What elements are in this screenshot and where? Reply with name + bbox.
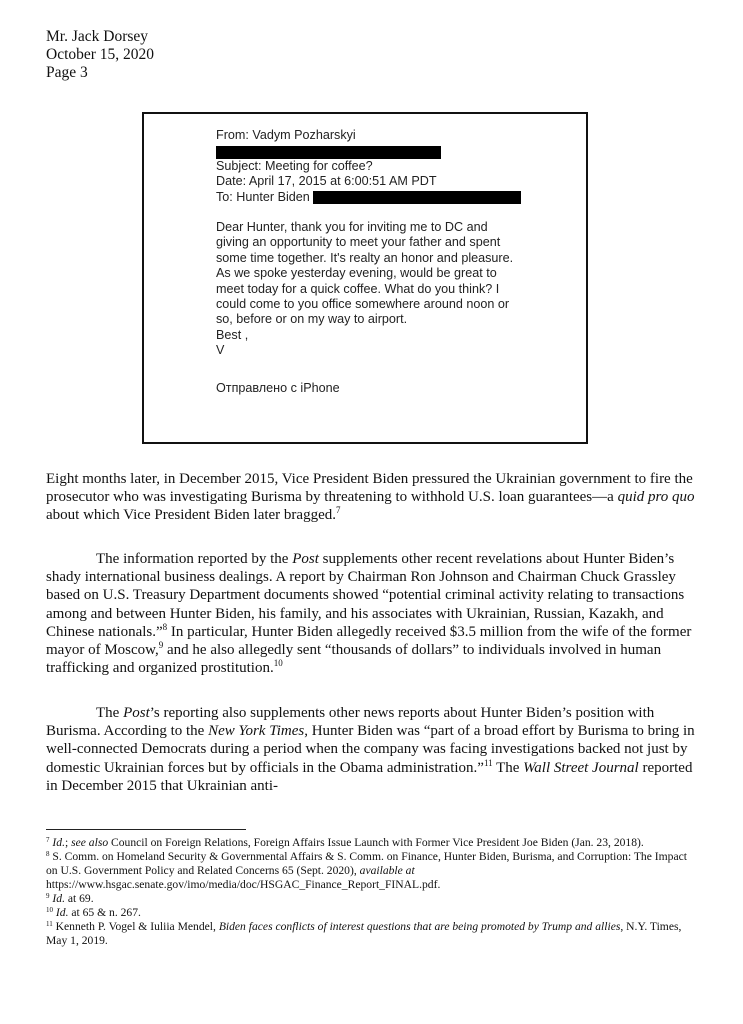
- footnote-10: $^{10}$ Id. at 65 & n. 267.: [46, 906, 141, 919]
- recipient: Mr. Jack Dorsey: [46, 28, 149, 45]
- letter-header: [46, 28, 154, 82]
- email-subject: Subject: Meeting for coffee?: [216, 158, 373, 173]
- footnote-ref: 11: [483, 757, 493, 768]
- email-closing: Best ,: [216, 327, 249, 342]
- page-number: Page 3: [46, 64, 88, 81]
- email-date: Date: April 17, 2015 at 6:00:51 AM PDT: [216, 174, 437, 189]
- email-screenshot: [142, 112, 588, 444]
- letter-date: October 15, 2020: [46, 46, 155, 63]
- paragraph-1: Eight months later, in December 2015, Vice President Biden pressured the Ukrainian government to fire the prosecutor who was investigating Burisma by threatening to withhold U.S. loan guarantees—a quid pro quo about which Vice President Biden later bragged.$^7$: [46, 471, 695, 524]
- email-body-line: so, before or on my way to airport.: [216, 312, 408, 327]
- email-body-line: meet today for a quick coffee. What do you think? I: [216, 281, 500, 296]
- paragraph-3: The Post’s reporting also supplements other news reports about Hunter Biden’s position with Burisma. According to the New York Times, Hunter Biden was “part of a broad effort by Burisma to bring in well-connected Democrats during a period when the company was facing investigations backed not just by domestic Ukrainian forces but by officials in the Obama administration.”$^{11}$ The Wall Street Journal reported in December 2015 that Ukrainian anti-: [46, 705, 695, 794]
- email-initial: V: [216, 343, 225, 358]
- email-to: To: Hunter Biden: [216, 190, 536, 205]
- email-body-line: some time together. It's realty an honor and pleasure.: [216, 250, 514, 265]
- email-signature: Отправлено с iPhone: [216, 380, 340, 395]
- redaction-bar: [216, 146, 441, 159]
- email-body-line: could come to you office somewhere around noon or: [216, 297, 510, 312]
- footnote-8: $^8$ S. Comm. on Homeland Security & Governmental Affairs & S. Comm. on Finance, Hunter Biden, Burisma, and Corruption: The Impact on U.S. Government Policy and Related Concerns 65 (Sept. 2020), available at https://www.hsgac.senate.gov/imo/media/doc/HSGAC_Finance_Report_FINAL.pdf.: [46, 850, 687, 891]
- footnote-ref: 7: [336, 505, 341, 516]
- email-body-line: As we spoke yesterday evening, would be great to: [216, 266, 497, 281]
- paragraph-2: The information reported by the Post supplements other recent revelations about Hunter Biden’s shady international business dealings. A report by Chairman Ron Johnson and Chairman Chuck Grassley based on U.S. Treasury Department documents showed “potential criminal activity relating to transactions among and between Hunter Biden, his family, and his associates with Ukrainian, Russian, Kazakh, and Chinese nationals.”$^8$ In particular, Hunter Biden allegedly received $3.5 million from the wife of the former mayor of Moscow,$^9$ and he also allegedly sent “thousands of dollars” to individuals involved in human trafficking and organized prostitution.$^{10}$: [46, 551, 692, 677]
- footnote-9: $^9$ Id. at 69.: [46, 892, 94, 905]
- footnote-11: $^{11}$ Kenneth P. Vogel & Iuliia Mendel, Biden faces conflicts of interest questions that are being promoted by Trump and allies, N.Y. Times, May 1, 2019.: [46, 920, 682, 947]
- footnote-ref: 10: [273, 658, 283, 669]
- footnote-7: $^7$ Id.; see also Council on Foreign Relations, Foreign Affairs Issue Launch with Former Vice President Joe Biden (Jan. 23, 2018).: [46, 836, 644, 849]
- footnote-ref: 9: [158, 640, 164, 651]
- footnote-divider: [46, 829, 246, 830]
- footnote-ref: 8: [162, 621, 168, 632]
- email-body-line: Dear Hunter, thank you for inviting me to DC and: [216, 220, 488, 235]
- footnotes: [46, 836, 696, 948]
- email-body-line: giving an opportunity to meet your father and spent: [216, 235, 501, 250]
- redaction-bar: [313, 191, 521, 204]
- email-from: From: Vadym Pozharskyi: [216, 128, 356, 142]
